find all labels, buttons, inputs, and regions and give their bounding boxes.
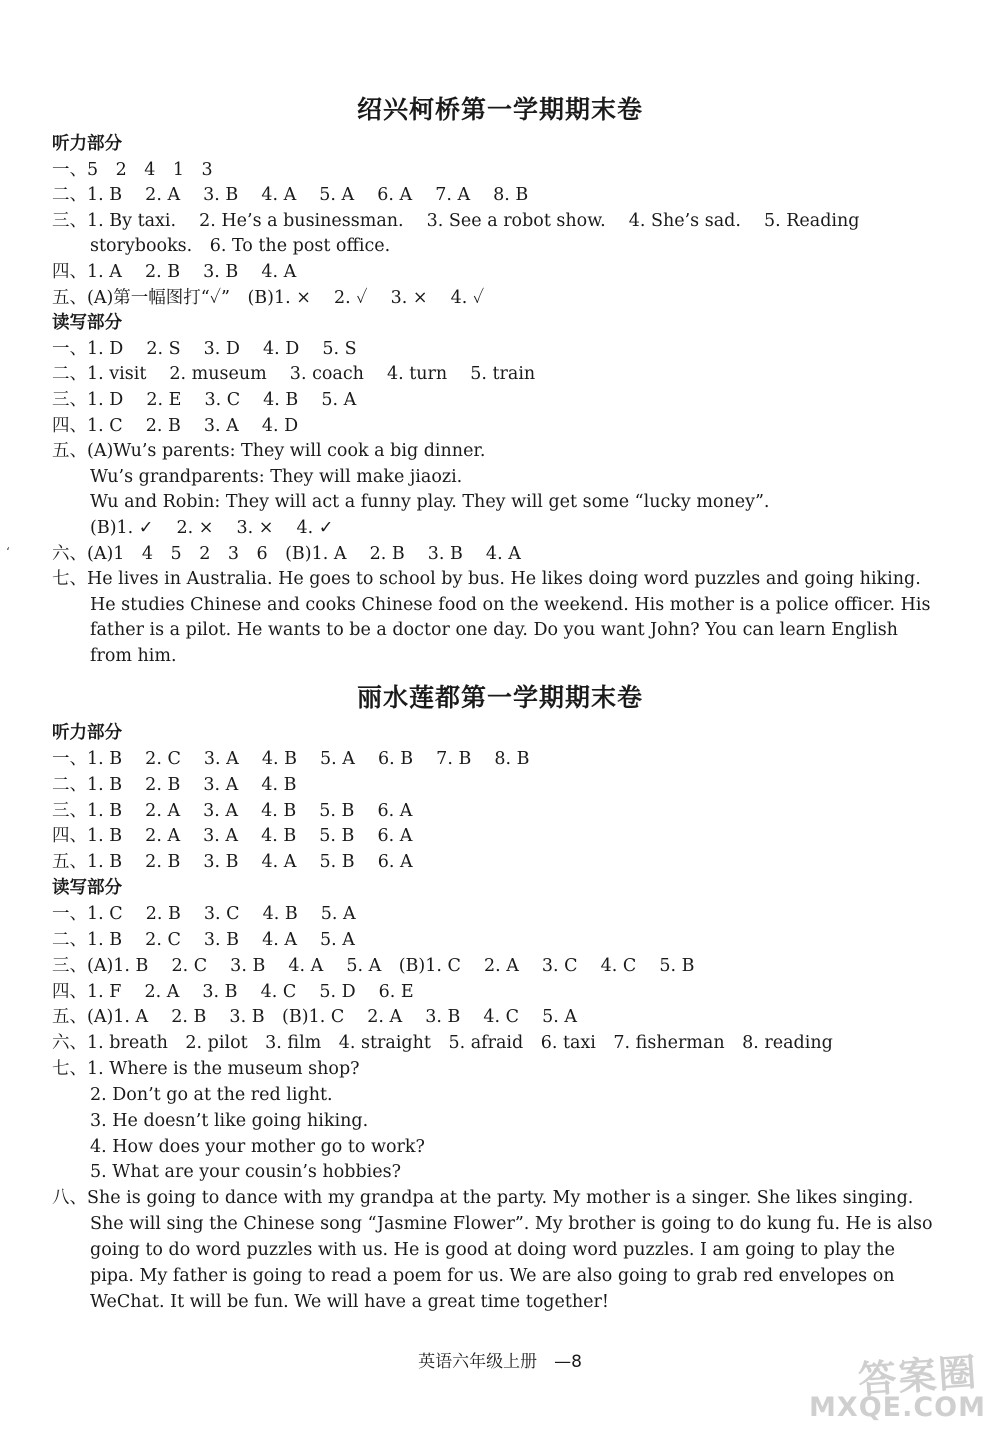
watermark-logo: 答案圈 xyxy=(856,1349,980,1403)
answer-continuation-line: pipa. My father is going to read a poem for us. We are also going to grab red envelopes on xyxy=(90,1265,895,1286)
answer-continuation-line: 2. Don’t go at the red light. xyxy=(90,1084,333,1105)
answer-continuation-line: father is a pilot. He wants to be a doctor one day. Do you want John? You can learn English xyxy=(90,620,898,641)
answer-continuation-line: Wu and Robin: They will act a funny play. They will get some “lucky money”. xyxy=(90,492,770,513)
answer-line: 五、(A)1. A 2. B 3. B (B)1. C 2. A 3. B 4. C 5. A xyxy=(52,1007,578,1028)
answer-line: 四、1. B 2. A 3. A 4. B 5. B 6. A xyxy=(52,826,413,847)
answer-line: 一、1. D 2. S 3. D 4. D 5. S xyxy=(52,338,357,359)
answer-continuation-line: 4. How does your mother go to work? xyxy=(90,1136,425,1157)
answer-line: 一、1. C 2. B 3. C 4. B 5. A xyxy=(52,903,356,924)
answer-continuation-line: (B)1. ✓ 2. × 3. × 4. ✓ xyxy=(90,518,334,538)
answer-line: 一、1. B 2. C 3. A 4. B 5. A 6. B 7. B 8. B xyxy=(52,748,530,769)
answer-line: 五、(A)第一幅图打“✓” (B)1. × 2. ✓ 3. × 4. ✓ xyxy=(52,287,485,308)
watermark xyxy=(776,1345,986,1425)
section-subheading: 读写部分 xyxy=(52,878,122,899)
answer-continuation-line: from him. xyxy=(90,646,177,666)
answer-line: 六、(A)1 4 5 2 3 6 (B)1. A 2. B 3. B 4. A xyxy=(52,543,521,564)
answer-line: 二、1. visit 2. museum 3. coach 4. turn 5. train xyxy=(52,364,536,385)
margin-mark: ‘ xyxy=(6,545,10,559)
answer-line: 六、1. breath 2. pilot 3. film 4. straight 5. afraid 6. taxi 7. fisherman 8. reading xyxy=(52,1033,833,1054)
section-subheading: 听力部分 xyxy=(52,723,122,743)
answer-line: 一、5 2 4 1 3 xyxy=(52,159,213,180)
section-title-lishui: 丽水莲都第一学期期末卷 xyxy=(356,683,643,712)
answer-line: 三、1. By taxi. 2. He’s a businessman. 3. See a robot show. 4. She’s sad. 5. Reading xyxy=(52,210,860,231)
answer-line: 五、(A)Wu’s parents: They will cook a big dinner. xyxy=(52,441,486,462)
answer-line: 四、1. F 2. A 3. B 4. C 5. D 6. E xyxy=(52,981,414,1002)
answer-continuation-line: 3. He doesn’t like going hiking. xyxy=(90,1110,369,1131)
answer-line: 三、1. D 2. E 3. C 4. B 5. A xyxy=(52,390,357,410)
answer-line: 五、1. B 2. B 3. B 4. A 5. B 6. A xyxy=(52,852,413,873)
answer-line: 三、1. B 2. A 3. A 4. B 5. B 6. A xyxy=(52,800,413,821)
answer-line: 七、He lives in Australia. He goes to school by bus. He likes doing word puzzles and going hiking. xyxy=(52,569,921,590)
answer-continuation-line: 5. What are your cousin’s hobbies? xyxy=(90,1162,401,1183)
answer-continuation-line: He studies Chinese and cooks Chinese food on the weekend. His mother is a police officer. His xyxy=(90,594,931,615)
section-subheading: 读写部分 xyxy=(52,313,122,334)
answer-line: 四、1. A 2. B 3. B 4. A xyxy=(52,262,297,282)
answer-line: 八、She is going to dance with my grandpa at the party. My mother is a singer. She likes singing. xyxy=(52,1188,914,1209)
answer-line: 七、1. Where is the museum shop? xyxy=(52,1059,360,1080)
page-footer: 英语六年级上册 —8 xyxy=(418,1352,582,1372)
answer-line: 四、1. C 2. B 3. A 4. D xyxy=(52,415,299,436)
watermark-url: MXQE.COM xyxy=(809,1392,986,1423)
answer-continuation-line: Wu’s grandparents: They will make jiaozi. xyxy=(90,466,463,487)
answer-line: 三、(A)1. B 2. C 3. B 4. A 5. A (B)1. C 2. A 3. C 4. C 5. B xyxy=(52,955,695,976)
answer-continuation-line: She will sing the Chinese song “Jasmine Flower”. My brother is going to do kung fu. He is also xyxy=(90,1214,933,1235)
answer-line: 二、1. B 2. B 3. A 4. B xyxy=(52,774,297,795)
answer-continuation-line: going to do word puzzles with us. He is good at doing word puzzles. I am going to play the xyxy=(90,1240,895,1260)
answer-continuation-line: storybooks. 6. To the post office. xyxy=(90,236,391,257)
section-subheading: 听力部分 xyxy=(52,134,122,154)
answer-continuation-line: WeChat. It will be fun. We will have a great time together! xyxy=(90,1291,609,1312)
answer-line: 二、1. B 2. C 3. B 4. A 5. A xyxy=(52,929,355,950)
section-title-shaoxing: 绍兴柯桥第一学期期末卷 xyxy=(356,95,643,124)
answer-line: 二、1. B 2. A 3. B 4. A 5. A 6. A 7. A 8. B xyxy=(52,185,529,206)
